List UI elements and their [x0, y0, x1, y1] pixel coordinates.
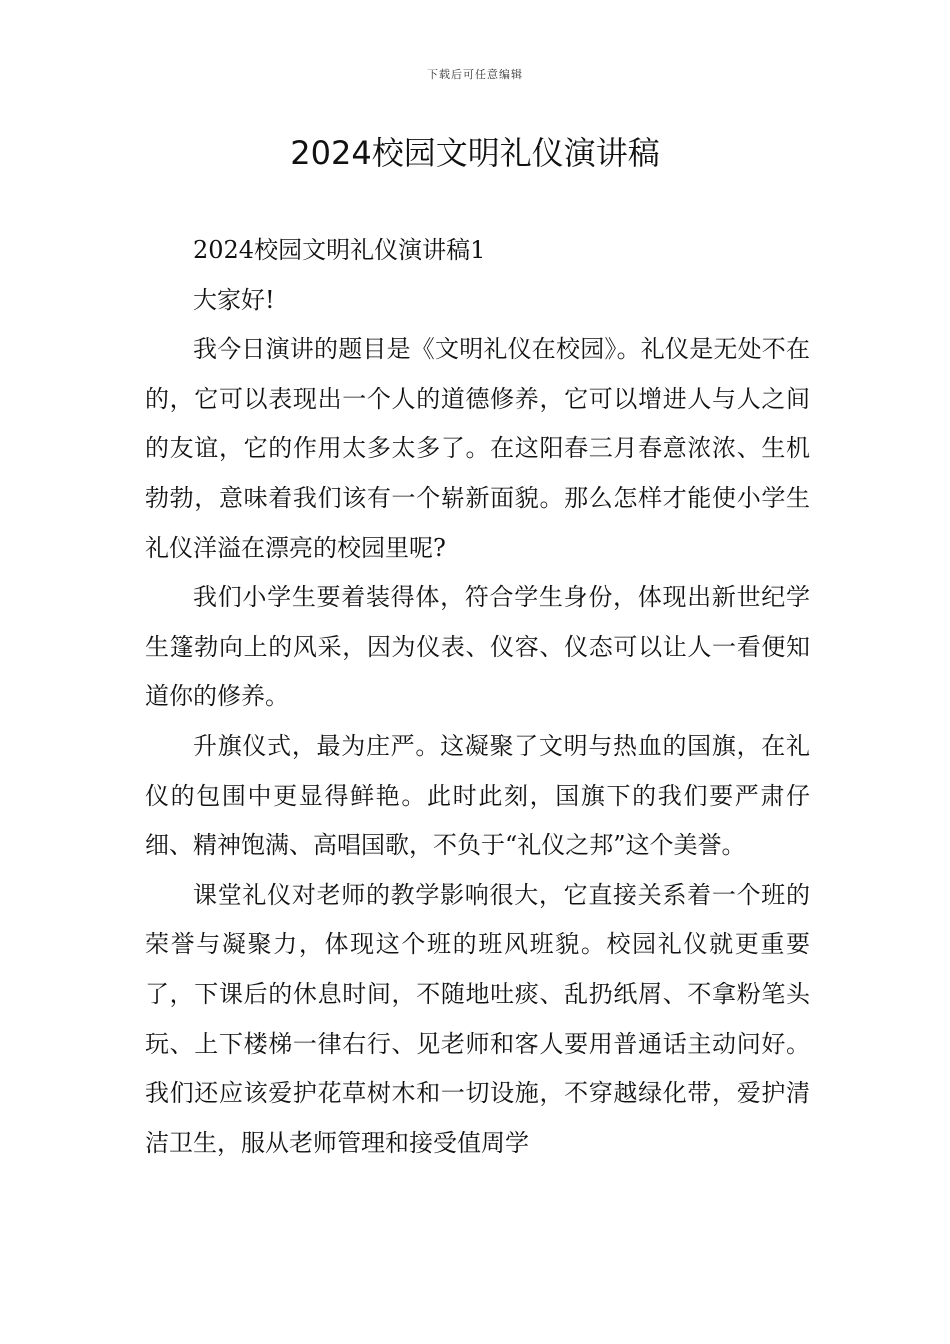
section-heading: 2024校园文明礼仪演讲稿1 — [193, 236, 486, 264]
body-paragraph: 我们小学生要着装得体，符合学生身份，体现出新世纪学生篷勃向上的风采，因为仪表、仪容、仪态可以让人一看便知道你的修养。 — [145, 583, 810, 711]
body-paragraph: 课堂礼仪对老师的教学影响很大，它直接关系着一个班的荣誉与凝聚力，体现这个班的班风班貌。校园礼仪就更重要了，下课后的休息时间，不随地吐痰、乱扔纸屑、不拿粉笔头玩、上下楼梯一律右行、见老师和客人要用普通话主动问好。我们还应该爱护花草树木和一切设施，不穿越绿化带，爱护清洁卫生，服从老师管理和接受值周学 — [145, 880, 810, 1157]
document-title: 2024校园文明礼仪演讲稿 — [290, 134, 660, 172]
greeting-paragraph: 大家好! — [193, 285, 275, 314]
body-paragraph: 升旗仪式，最为庄严。这凝聚了文明与热血的国旗，在礼仪的包围中更显得鲜艳。此时此刻，国旗下的我们要严肃仔细、精神饱满、高唱国歌，不负于“礼仪之邦”这个美誉。 — [145, 731, 810, 860]
header-note: 下载后可任意编辑 — [427, 68, 523, 81]
body-paragraph: 我今日演讲的题目是《文明礼仪在校园》。礼仪是无处不在的，它可以表现出一个人的道德修养，它可以增进人与人之间的友谊，它的作用太多太多了。在这阳春三月春意浓浓、生机勃勃，意味着我们该有一个崭新面貌。那么怎样才能使小学生礼仪洋溢在漂亮的校园里呢? — [145, 335, 810, 562]
document-body — [145, 226, 810, 1168]
